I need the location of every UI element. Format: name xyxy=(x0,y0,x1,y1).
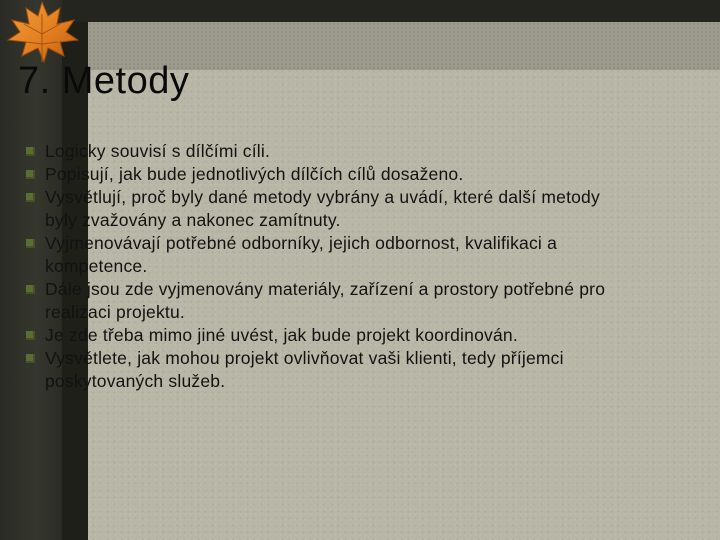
square-bullet-icon xyxy=(26,354,35,363)
list-item xyxy=(26,186,626,232)
list-item xyxy=(26,278,626,324)
list-item xyxy=(26,163,626,186)
square-bullet-icon xyxy=(26,239,35,248)
bullet-text: Vysvětlují, proč byly dané metody vybrány a uvádí, které další metody byly zvažovány a nakonec zamítnuty. xyxy=(45,187,600,230)
bullet-text: Vysvětlete, jak mohou projekt ovlivňovat vaši klienti, tedy příjemci poskytovaných služeb. xyxy=(45,348,564,391)
square-bullet-icon xyxy=(26,193,35,202)
bullet-list xyxy=(26,140,626,393)
maple-leaf-icon xyxy=(2,0,80,66)
list-item xyxy=(26,347,626,393)
bullet-text: Popisují, jak bude jednotlivých dílčích cílů dosaženo. xyxy=(45,164,464,184)
list-item xyxy=(26,324,626,347)
square-bullet-icon xyxy=(26,331,35,340)
slide-title: 7. Metody xyxy=(18,60,190,102)
list-item xyxy=(26,140,626,163)
top-decorative-band xyxy=(62,0,720,22)
square-bullet-icon xyxy=(26,285,35,294)
bullet-text: Vyjmenovávají potřebné odborníky, jejich odbornost, kvalifikaci a kompetence. xyxy=(45,233,558,276)
square-bullet-icon xyxy=(26,170,35,179)
list-item xyxy=(26,232,626,278)
bullet-text: Logicky souvisí s dílčími cíli. xyxy=(45,141,271,161)
bullet-text: Dále jsou zde vyjmenovány materiály, zařízení a prostory potřebné pro realizaci projektu. xyxy=(45,279,606,322)
bullet-text: Je zde třeba mimo jiné uvést, jak bude projekt koordinován. xyxy=(45,325,518,345)
square-bullet-icon xyxy=(26,147,35,156)
